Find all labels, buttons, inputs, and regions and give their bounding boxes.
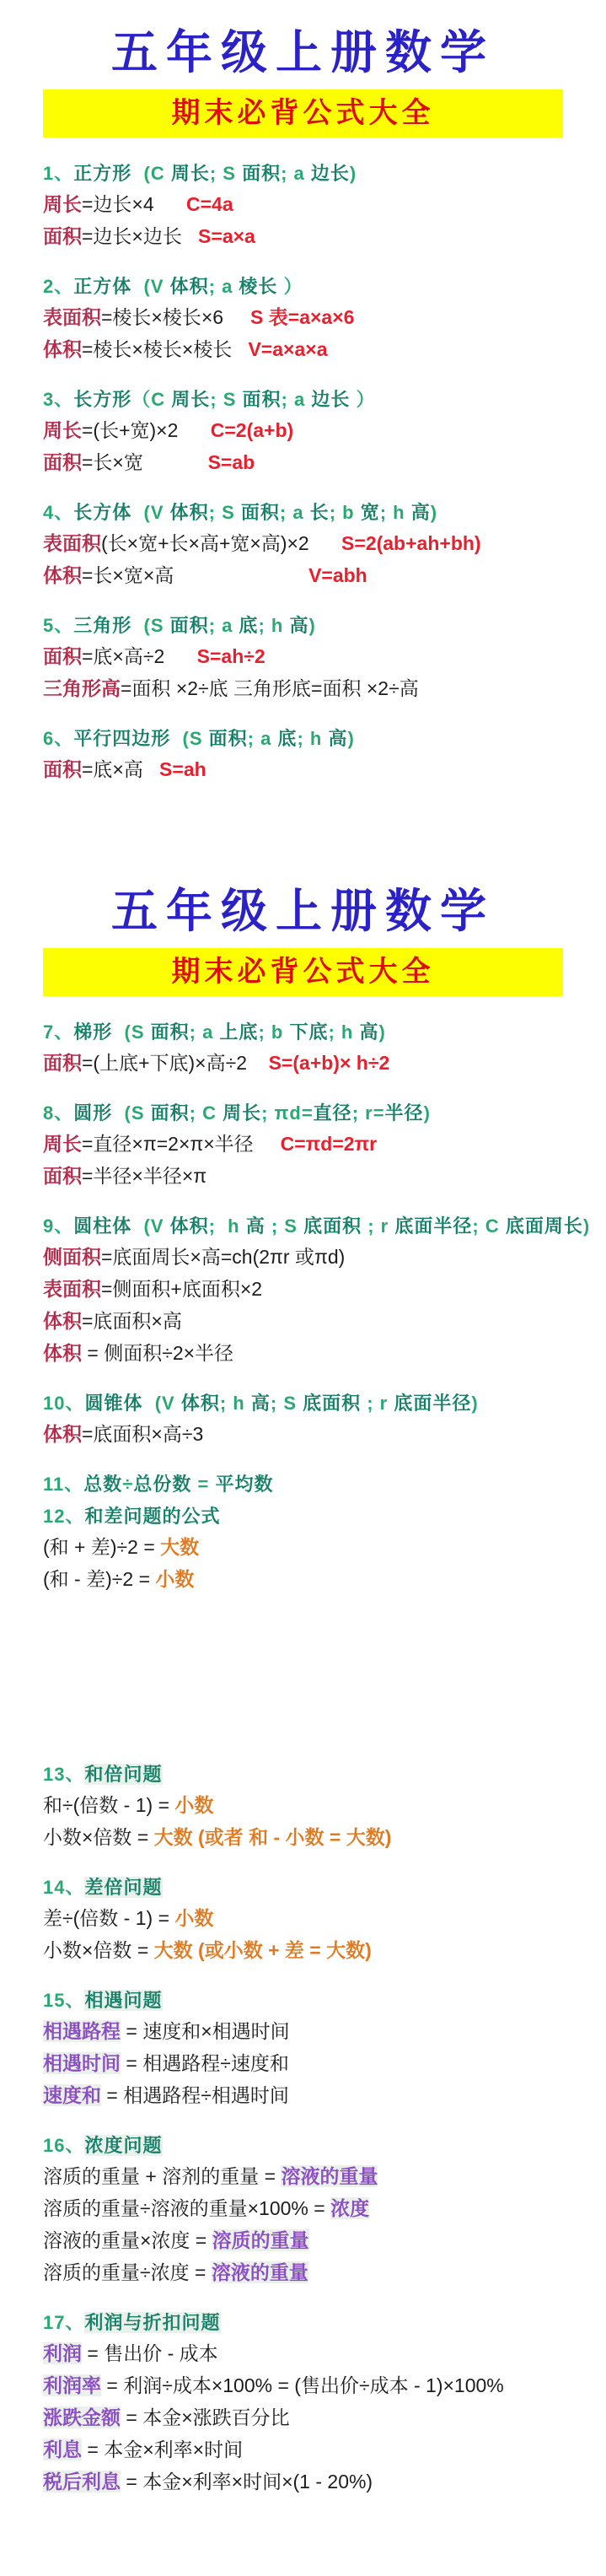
formula-line	[43, 1902, 598, 1934]
formula-segment: 三角形高	[43, 677, 121, 699]
formula-segment: 周长	[43, 419, 82, 441]
formula-segment: = 相遇路程÷速度和	[121, 2052, 289, 2074]
formula-line	[43, 1047, 598, 1079]
page-title: 五年级上册数学	[110, 886, 495, 937]
section-6	[0, 725, 606, 785]
heading-text: 底	[277, 728, 298, 749]
formula-segment: S=ab	[207, 451, 255, 473]
heading-text: 平行四边形	[73, 728, 171, 749]
formula-segment: C=4a	[186, 193, 233, 215]
formula-segment: 体积	[43, 1310, 82, 1332]
section-11	[0, 1470, 606, 1499]
formula-segment: 周长	[43, 1133, 82, 1155]
heading-text: 12、	[43, 1506, 85, 1527]
heading-text: ; h	[379, 502, 411, 523]
heading-text: (V	[142, 1393, 181, 1414]
formula-segment: 浓度	[330, 2197, 370, 2219]
section-14	[0, 1873, 606, 1966]
formula-line	[43, 2079, 598, 2111]
section-3	[0, 385, 606, 478]
section-12	[0, 1502, 606, 1595]
section-heading	[43, 2131, 598, 2160]
formula-segment: V=abh	[308, 564, 367, 586]
heading-text: 7、	[43, 1021, 74, 1043]
formula-segment: 大数	[160, 1536, 200, 1558]
formula-line	[43, 188, 598, 220]
formula-line	[43, 1273, 598, 1305]
formula-segment: 侧面积	[43, 1246, 101, 1268]
formula-segment	[247, 1052, 269, 1074]
formula-line	[43, 1821, 598, 1853]
heading-text: ; r=	[351, 1102, 385, 1124]
heading-text: 高	[359, 1021, 379, 1043]
formula-segment	[309, 532, 341, 554]
heading-text: 长方形	[73, 389, 132, 410]
formula-segment: =棱长×棱长×6	[101, 306, 224, 328]
formula-segment	[143, 758, 159, 780]
formula-segment: 体积	[43, 1423, 82, 1445]
formula-line	[43, 1563, 598, 1595]
heading-text: 面积	[150, 1021, 190, 1043]
heading-text: ; h	[258, 615, 290, 636]
formula-segment: 溶液的重量×浓度 =	[43, 2229, 212, 2251]
section-heading	[43, 1389, 598, 1418]
formula-line	[43, 1531, 598, 1563]
formula-segment: (和 + 差)÷2 =	[43, 1536, 161, 1558]
section-7	[0, 1018, 606, 1079]
heading-text: ; r	[362, 1215, 395, 1237]
formula-segment: =底面积×高÷3	[82, 1423, 204, 1445]
heading-text: ÷	[122, 1474, 134, 1495]
formula-segment: S=ah÷2	[196, 645, 265, 667]
heading-text: ; h	[208, 1215, 246, 1237]
formula-line	[43, 2192, 598, 2224]
formula-segment: =边长×4	[82, 193, 154, 215]
formula-line	[43, 2047, 598, 2079]
section-heading	[43, 725, 598, 753]
section-heading	[43, 272, 598, 301]
formula-segment: =侧面积+底面积×2	[101, 1278, 263, 1300]
heading-text: 高	[250, 1393, 271, 1414]
section-1	[0, 159, 606, 252]
heading-text: ; h	[297, 728, 329, 749]
heading-text: 面积	[150, 1102, 190, 1124]
formula-segment: 体积	[43, 564, 82, 586]
formula-segment: 溶质的重量÷溶液的重量×100% =	[43, 2197, 331, 2219]
formula-line	[43, 2401, 598, 2433]
heading-text: 高	[328, 728, 348, 749]
heading-text: )	[430, 502, 438, 523]
formula-line	[43, 753, 598, 785]
heading-text: 10、	[43, 1393, 85, 1414]
formula-segment: S 表=a×a×6	[250, 306, 355, 328]
formula-line	[43, 559, 598, 591]
formula-segment: =底面积×高	[82, 1310, 182, 1332]
formula-segment: =底面周长×高=ch(2πr 或πd)	[101, 1246, 346, 1268]
formula-line	[43, 446, 598, 478]
formula-line	[43, 301, 598, 333]
heading-text: 底面积	[303, 1393, 362, 1414]
section-15	[0, 1986, 606, 2111]
formula-segment: 溶质的重量	[212, 2229, 309, 2251]
formula-segment: C=πd=2πr	[280, 1133, 378, 1155]
section-heading	[43, 1502, 598, 1531]
formula-segment: 相遇路程	[43, 2020, 121, 2042]
formula-line	[43, 333, 598, 365]
formula-segment: 溶质的重量 + 溶剂的重量 =	[43, 2165, 282, 2187]
heading-text: (S	[112, 1021, 151, 1043]
heading-text: 11、	[43, 1474, 84, 1495]
heading-text: 正方形	[73, 163, 132, 184]
formula-segment: 周长	[43, 193, 82, 215]
heading-text: )	[308, 615, 316, 636]
heading-text: ; a	[189, 1021, 220, 1043]
formula-line	[43, 2160, 598, 2192]
heading-text: 平均数	[215, 1474, 274, 1495]
heading-text: )	[423, 1102, 431, 1124]
formula-line	[43, 1418, 598, 1450]
formula-segment: =半径×半径×π	[82, 1165, 207, 1187]
formula-segment: S=a×a	[198, 225, 255, 247]
heading-text: 底面周长	[505, 1215, 583, 1237]
formula-segment: 小数×倍数 =	[43, 1939, 154, 1961]
heading-text: 宽	[360, 502, 380, 523]
formula-segment: 面积	[43, 225, 82, 247]
page-header	[0, 882, 606, 996]
heading-text: ; S	[210, 389, 243, 410]
formula-segment: 溶液的重量	[281, 2165, 378, 2187]
formula-segment: S=2(ab+ah+bh)	[341, 532, 481, 554]
formula-segment: 速度和	[43, 2084, 101, 2106]
formula-segment: =棱长×棱长×棱长	[82, 338, 233, 360]
section-heading	[43, 1873, 598, 1902]
heading-text: 浓度问题	[84, 2135, 163, 2156]
heading-text: ; h	[328, 1021, 360, 1043]
heading-text: 和倍问题	[84, 1764, 163, 1785]
heading-text: 正方体	[73, 276, 132, 297]
heading-text: ; b	[258, 1021, 290, 1043]
section-2	[0, 272, 606, 365]
section-16	[0, 2131, 606, 2288]
formula-segment: C=2(a+b)	[210, 419, 294, 441]
formula-line	[43, 640, 598, 672]
formula-line	[43, 2256, 598, 2288]
heading-text: 三角形	[73, 615, 132, 636]
heading-text: ; b	[329, 502, 361, 523]
section-heading	[43, 1212, 598, 1241]
page-header	[0, 24, 606, 137]
formula-segment: = 本金×利率×时间×(1 - 20%)	[121, 2471, 373, 2492]
heading-text: ; S	[209, 163, 243, 184]
section-5	[0, 612, 606, 704]
heading-text: )	[347, 728, 355, 749]
heading-text: ）	[350, 389, 376, 410]
heading-text: )	[582, 1215, 591, 1237]
formula-segment: 表面积	[43, 1278, 101, 1300]
formula-line	[43, 2015, 598, 2047]
formula-segment: 溶质的重量÷浓度 =	[43, 2261, 212, 2283]
section-heading	[43, 1760, 598, 1789]
formula-line	[43, 2433, 598, 2466]
formula-segment: 涨跌金额	[43, 2406, 121, 2428]
formula-segment	[223, 306, 250, 328]
heading-text: 5、	[43, 615, 74, 636]
formula-segment	[164, 645, 196, 667]
formula-line	[43, 672, 598, 704]
heading-text: ; πd=	[261, 1102, 314, 1124]
formula-segment: =底×高	[82, 758, 143, 780]
heading-text: ; S	[208, 502, 241, 523]
section-heading	[43, 385, 598, 414]
heading-text: 底面半径	[394, 1215, 473, 1237]
heading-text: 15、	[43, 1990, 85, 2011]
heading-text: 14、	[43, 1877, 85, 1898]
heading-text: 高	[245, 1215, 265, 1237]
banner: 期末必背公式大全	[43, 948, 563, 996]
formula-line	[43, 1160, 598, 1192]
heading-text: 面积	[208, 728, 248, 749]
heading-text: 3、	[43, 389, 74, 410]
formula-segment	[143, 451, 208, 473]
formula-segment: S=ah	[159, 758, 206, 780]
heading-text: ; a	[281, 163, 311, 184]
heading-text: 周长	[223, 1102, 262, 1124]
formula-segment: 利润	[43, 2342, 82, 2364]
heading-text: 16、	[43, 2135, 85, 2156]
heading-text: 直径	[313, 1102, 352, 1124]
section-4	[0, 498, 606, 591]
heading-text: ; S	[270, 1393, 303, 1414]
formula-segment: V=a×a×a	[248, 338, 328, 360]
section-heading	[43, 1018, 598, 1047]
formula-line	[43, 414, 598, 446]
formula-segment: 面积	[43, 451, 82, 473]
heading-text: 面积	[242, 389, 282, 410]
formula-segment: =长×宽	[82, 451, 143, 473]
formula-segment: 溶液的重量	[211, 2261, 308, 2283]
formula-segment: 面积	[43, 758, 82, 780]
formula-line	[43, 2466, 598, 2498]
formula-segment: = 本金×涨跌百分比	[121, 2406, 290, 2428]
formula-segment: =长×宽×高	[82, 564, 174, 586]
heading-text: 周长	[170, 163, 210, 184]
heading-text: ; C	[472, 1215, 506, 1237]
formula-line	[43, 1241, 598, 1273]
formula-segment: 表面积	[43, 532, 101, 554]
banner: 期末必背公式大全	[43, 89, 563, 137]
heading-text: 边长	[310, 163, 350, 184]
section-13	[0, 1760, 606, 1853]
heading-text: 圆柱体	[73, 1215, 132, 1237]
formula-line	[43, 527, 598, 559]
heading-text: 利润与折扣问题	[84, 2312, 221, 2333]
section-9	[0, 1212, 606, 1369]
heading-text: 底面积	[303, 1215, 362, 1237]
heading-text: 面积	[169, 615, 209, 636]
heading-text: ）	[277, 276, 303, 297]
formula-segment: 体积	[43, 338, 82, 360]
formula-segment	[232, 338, 248, 360]
formula-segment: 面积	[43, 1165, 82, 1187]
heading-text: (S	[170, 728, 209, 749]
heading-text: 体积	[169, 1215, 209, 1237]
section-heading	[43, 498, 598, 527]
heading-text: 13、	[43, 1764, 85, 1785]
heading-text: 高	[410, 502, 431, 523]
formula-line	[43, 2337, 598, 2369]
formula-segment: = 侧面积÷2×半径	[82, 1342, 234, 1364]
formula-segment: =面积 ×2÷底 三角形底=面积 ×2÷高	[121, 677, 419, 699]
formula-line	[43, 1305, 598, 1337]
formula-segment: 利息	[43, 2439, 82, 2460]
heading-text: (S	[131, 615, 170, 636]
document-content	[0, 24, 606, 2498]
heading-text: 底	[239, 615, 259, 636]
heading-text: 和差问题的公式	[84, 1506, 221, 1527]
section-heading	[43, 1986, 598, 2015]
formula-segment: =直径×π=2×π×半径	[82, 1133, 254, 1155]
heading-text: )	[349, 163, 357, 184]
heading-text: ; r	[361, 1393, 394, 1414]
heading-text: 高	[289, 615, 309, 636]
formula-segment: =边长×边长	[82, 225, 182, 247]
heading-text: 半径	[384, 1102, 424, 1124]
heading-text: ; h	[219, 1393, 251, 1414]
formula-line	[43, 1337, 598, 1369]
heading-text: 总数	[83, 1474, 123, 1495]
heading-text: 相遇问题	[84, 1990, 163, 2011]
heading-text: ; C	[189, 1102, 223, 1124]
formula-segment: = 本金×利率×时间	[82, 2439, 244, 2460]
section-17	[0, 2309, 606, 2498]
page-title: 五年级上册数学	[110, 27, 495, 78]
formula-line	[43, 1789, 598, 1821]
heading-text: 底面半径	[394, 1393, 472, 1414]
heading-text: 总份数	[133, 1474, 192, 1495]
formula-segment: 表面积	[43, 306, 101, 328]
formula-segment: 相遇时间	[43, 2052, 121, 2074]
heading-text: )	[378, 1021, 386, 1043]
heading-text: 面积	[240, 502, 280, 523]
heading-text: ; a	[247, 728, 278, 749]
section-heading	[43, 1099, 598, 1128]
section-heading	[43, 1470, 598, 1499]
heading-text: (C	[131, 163, 171, 184]
heading-text: 上底	[219, 1021, 259, 1043]
formula-segment: 面积	[43, 1052, 82, 1074]
formula-segment	[178, 419, 210, 441]
formula-line	[43, 1128, 598, 1160]
heading-text: 4、	[43, 502, 74, 523]
heading-text: 体积	[180, 1393, 220, 1414]
formula-segment: 体积	[43, 1342, 82, 1364]
heading-text: ; S	[265, 1215, 304, 1237]
heading-text: 棱长	[239, 276, 278, 297]
formula-line	[43, 1934, 598, 1966]
heading-text: ; a	[281, 389, 312, 410]
heading-text: ; a	[279, 502, 310, 523]
formula-segment: 面积	[43, 645, 82, 667]
formula-segment	[174, 564, 308, 586]
heading-text: 差倍问题	[84, 1877, 163, 1898]
formula-line	[43, 2224, 598, 2256]
formula-segment	[254, 1133, 281, 1155]
heading-text: )	[471, 1393, 479, 1414]
formula-segment: 小数	[174, 1907, 214, 1929]
heading-text: (V	[131, 1215, 170, 1237]
formula-segment: 大数 (或者 和 - 小数 = 大数)	[153, 1826, 392, 1848]
formula-segment: =底×高÷2	[82, 645, 165, 667]
formula-segment: 小数	[155, 1568, 195, 1590]
heading-text: 体积	[169, 502, 209, 523]
formula-segment: = 相遇路程÷相遇时间	[101, 2084, 289, 2106]
formula-segment	[154, 193, 186, 215]
heading-text: (S	[112, 1102, 151, 1124]
formula-line	[43, 2369, 598, 2401]
heading-text: ; a	[208, 615, 239, 636]
formula-segment: =(长+宽)×2	[82, 419, 179, 441]
formula-segment: = 售出价 - 成本	[82, 2342, 218, 2364]
section-10	[0, 1389, 606, 1450]
heading-text: 8、	[43, 1102, 74, 1124]
formula-segment: 和÷(倍数 - 1) =	[43, 1794, 175, 1816]
heading-text: 面积	[242, 163, 282, 184]
heading-text: ; a	[208, 276, 239, 297]
formula-segment: = 速度和×相遇时间	[121, 2020, 290, 2042]
heading-text: 长方体	[73, 502, 132, 523]
heading-text: =	[191, 1474, 216, 1495]
section-heading	[43, 612, 598, 640]
formula-segment: (和 - 差)÷2 =	[43, 1568, 156, 1590]
heading-text: 周长	[171, 389, 211, 410]
heading-text: 长	[309, 502, 330, 523]
heading-text: 体积	[169, 276, 209, 297]
formula-segment	[182, 225, 198, 247]
heading-text: 6、	[43, 728, 74, 749]
heading-text: 圆形	[73, 1102, 113, 1124]
formula-segment: 大数 (或小数 + 差 = 大数)	[153, 1939, 372, 1961]
formula-segment: =(上底+下底)×高÷2	[82, 1052, 248, 1074]
formula-segment: 差÷(倍数 - 1) =	[43, 1907, 175, 1929]
formula-segment: = 利润÷成本×100% = (售出价÷成本 - 1)×100%	[101, 2374, 504, 2396]
formula-segment: (长×宽+长×高+宽×高)×2	[101, 532, 309, 554]
heading-text: （C	[131, 389, 172, 410]
heading-text: 梯形	[73, 1021, 113, 1043]
heading-text: 1、	[43, 163, 74, 184]
heading-text: (V	[131, 276, 170, 297]
section-heading	[43, 159, 598, 188]
formula-segment: 利润率	[43, 2374, 101, 2396]
heading-text: 边长	[311, 389, 351, 410]
formula-line	[43, 220, 598, 252]
section-heading	[43, 2309, 598, 2337]
heading-text: 下底	[289, 1021, 329, 1043]
formula-segment: 小数×倍数 =	[43, 1826, 154, 1848]
heading-text: 圆锥体	[84, 1393, 143, 1414]
formula-segment: S=(a+b)× h÷2	[268, 1052, 390, 1074]
heading-text: 17、	[43, 2312, 85, 2333]
heading-text: (V	[131, 502, 170, 523]
heading-text: 2、	[43, 276, 74, 297]
section-8	[0, 1099, 606, 1192]
formula-segment: 税后利息	[43, 2471, 121, 2492]
heading-text: 9、	[43, 1215, 74, 1237]
formula-segment: 小数	[174, 1794, 214, 1816]
